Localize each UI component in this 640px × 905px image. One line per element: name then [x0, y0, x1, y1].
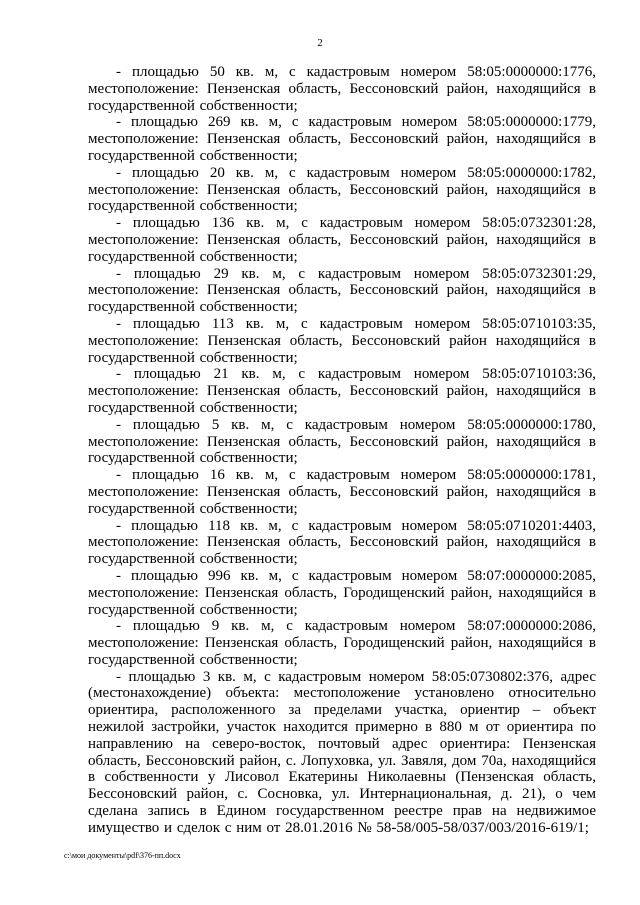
paragraph-4: - площадью 136 кв. м, с кадастровым номером 58:05:0732301:28, местоположение: Пензенская область, Бессоновский район, находящийся в государственной собственности; — [88, 215, 596, 265]
paragraph-6: - площадью 113 кв. м, с кадастровым номером 58:05:0710103:35, местоположение: Пензенская область, Бессоновский район находящийся в государственной собственности; — [88, 315, 596, 366]
paragraph-10: - площадью 118 кв. м, с кадастровым номером 58:05:0710201:4403, местоположение: Пензенская область, Бессоновский район, находящийся в государственной собственности; — [88, 517, 596, 568]
paragraph-1: - площадью 50 кв. м, с кадастровым номером 58:05:0000000:1776, местоположение: Пензенская область, Бессоновский район, находящийся в государственной собственности; — [88, 64, 596, 114]
page-number: 2 — [317, 37, 323, 49]
paragraph-7: - площадью 21 кв. м, с кадастровым номером 58:05:0710103:36, местоположение: Пензенская область, Бессоновский район, находящийся в государственной собственности; — [88, 366, 596, 416]
footer-file-path: c:\мои документы\pdf\376-пп.docx — [64, 851, 181, 860]
paragraph-12: - площадью 9 кв. м, с кадастровым номером 58:07:0000000:2086, местоположение: Пензенская область, Городищенский район, находящийся в государственной собственности; — [88, 618, 596, 668]
paragraph-2: - площадью 269 кв. м, с кадастровым номером 58:05:0000000:1779, местоположение: Пензенская область, Бессоновский район, находящийся в государственной собственности; — [88, 114, 596, 164]
paragraph-9: - площадью 16 кв. м, с кадастровым номером 58:05:0000000:1781, местоположение: Пензенская область, Бессоновский район, находящийся в государственной собственности; — [88, 467, 596, 517]
paragraph-8: - площадью 5 кв. м, с кадастровым номером 58:05:0000000:1780, местоположение: Пензенская область, Бессоновский район, находящийся в государственной собственности; — [88, 416, 596, 467]
document-body — [88, 64, 596, 837]
paragraph-5: - площадью 29 кв. м, с кадастровым номером 58:05:0732301:29, местоположение: Пензенская область, Бессоновский район, находящийся в государственной собственности; — [88, 265, 596, 316]
paragraph-3: - площадью 20 кв. м, с кадастровым номером 58:05:0000000:1782, местоположение: Пензенская область, Бессоновский район, находящийся в государственной собственности; — [88, 164, 596, 215]
paragraph-13: - площадью 3 кв. м, с кадастровым номером 58:05:0730802:376, адрес (местонахождение) объекта: местоположение установлено относительно ориентира, расположенного за пределами участка, ориентир – объект нежилой застройки, участок находится примерно в 880 м от ориентира по направлению на северо-восток, почтовый адрес ориентира: Пензенская область, Бессоновский район, с. Лопуховка, ул. Завяля, дом 70а, находящийся в собственности у Лисовол Екатерины Николаевны (Пензенская область, Бессоновский район, с. Сосновка, ул. Интернациональная, д. 21), о чем сделана запись в Едином государственном реестре прав на недвижимое имущество и сделок с ним от 28.01.2016 № 58-58/005-58/037/003/2016-619/1; — [88, 668, 596, 836]
paragraph-11: - площадью 996 кв. м, с кадастровым номером 58:07:0000000:2085, местоположение: Пензенская область, Городищенский район, находящийся в государственной собственности; — [88, 567, 596, 618]
